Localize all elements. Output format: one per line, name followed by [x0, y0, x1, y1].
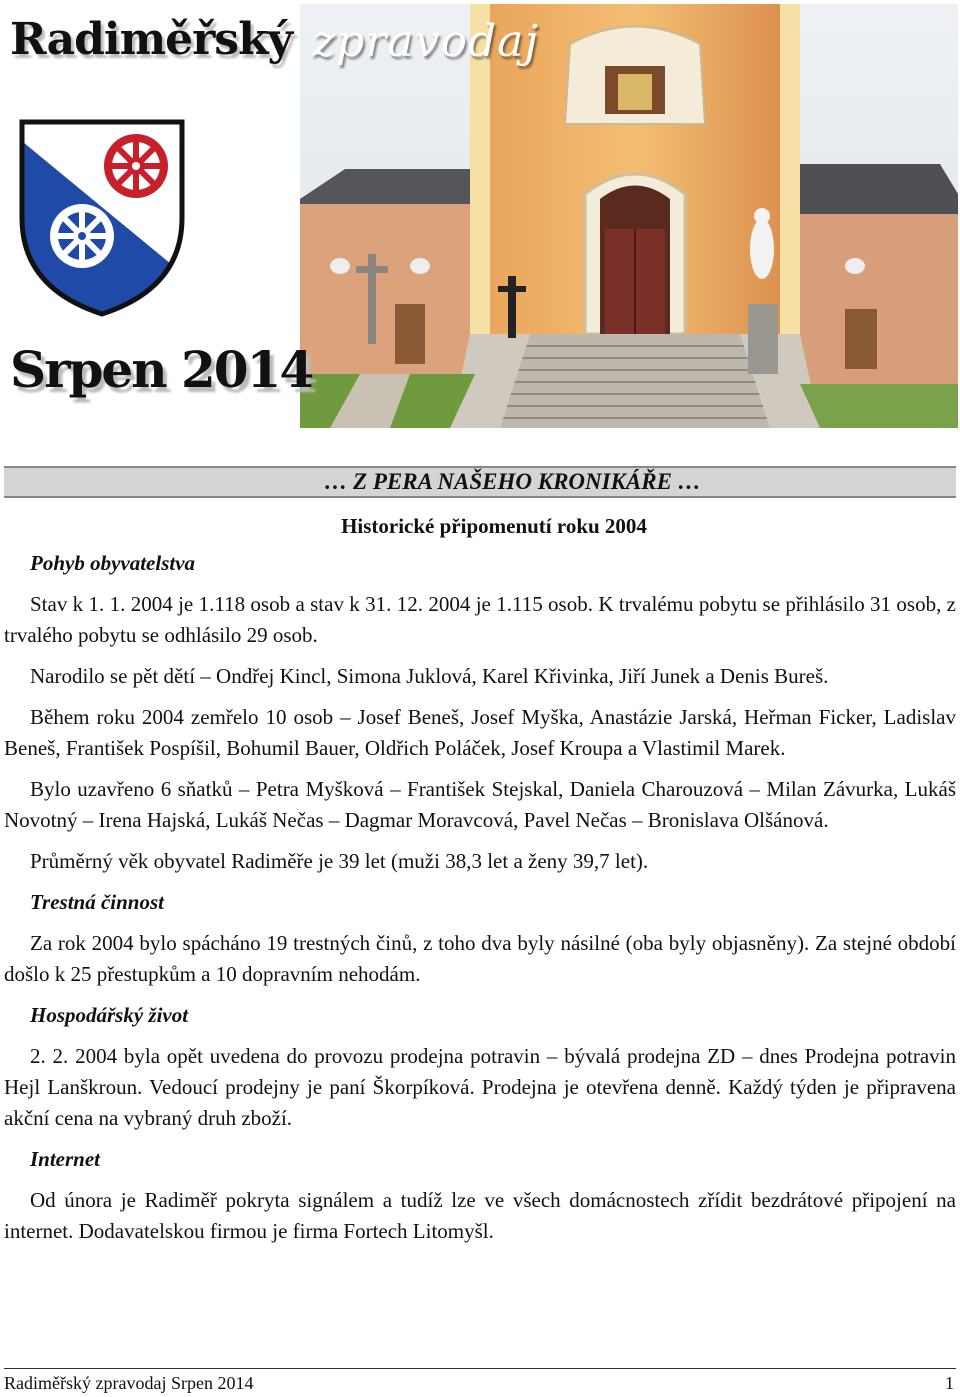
paragraph-crime: Za rok 2004 bylo spácháno 19 trestných činů, z toho dva byly násilné (oba byly objasněny). Za stejné období došlo k 25 přestupkům a 10 dopravním nehodám. — [4, 931, 956, 986]
paragraph-internet: Od února je Radiměř pokryta signálem a tudíž lze ve všech domácnostech zřídit bezdrátové připojení na internet. Dodavatelskou firmou je firma Fortech Litomyšl. — [4, 1188, 956, 1243]
paragraph-population-stats: Stav k 1. 1. 2004 je 1.118 osob a stav k 31. 12. 2004 je 1.115 osob. K trvalému pobytu se přihlásilo 31 osob, z trvalého pobytu se odhlásilo 29 osob. — [4, 592, 956, 647]
heading-population: Pohyb obyvatelstva — [30, 551, 196, 575]
article-body — [4, 548, 956, 1247]
edition-label: Srpen 2014 — [10, 340, 313, 399]
masthead-title: Radiměřský — [10, 14, 293, 65]
article-subtitle: Historické připomenutí roku 2004 — [341, 514, 647, 538]
section-title: … Z PERA NAŠEHO KRONIKÁŘE … — [324, 469, 701, 494]
footer-publication: Radiměřský zpravodaj Srpen 2014 — [4, 1373, 254, 1393]
church-photo — [300, 4, 958, 428]
paragraph-average-age: Průměrný věk obyvatel Radiměře je 39 let (muži 38,3 let a ženy 39,7 let). — [30, 849, 649, 873]
heading-crime: Trestná činnost — [30, 890, 164, 914]
footer-page-number: 1 — [945, 1373, 954, 1393]
heading-internet: Internet — [30, 1147, 101, 1171]
masthead — [0, 0, 960, 430]
page-footer — [4, 1368, 956, 1397]
paragraph-marriages: Bylo uzavřeno 6 sňatků – Petra Myšková – František Stejskal, Daniela Charouzová – Milan Závurka, Lukáš Novotný – Irena Hajská, Lukáš Nečas – Dagmar Moravcová, Pavel Nečas – Bronislava Olšánová. — [4, 777, 956, 832]
paragraph-births: Narodilo se pět dětí – Ondřej Kincl, Simona Juklová, Karel Křivinka, Jiří Junek a Denis Bureš. — [30, 664, 829, 688]
heading-economy: Hospodářský život — [30, 1003, 189, 1027]
coat-of-arms — [18, 118, 188, 323]
paragraph-economy: 2. 2. 2004 byla opět uvedena do provozu prodejna potravin – bývalá prodejna ZD – dnes Prodejna potravin Hejl Lanškroun. Vedoucí prodejny je paní Škorpíková. Prodejna je otevřena denně. Každý týden je připravena akční cena na vybraný druh zboží. — [4, 1044, 956, 1130]
paragraph-deaths: Během roku 2004 zemřelo 10 osob – Josef Beneš, Josef Myška, Anastázie Jarská, Heřman Ficker, Ladislav Beneš, František Pospíšil, Bohumil Bauer, Oldřich Poláček, Josef Kroupa a Vlastimil Marek. — [4, 705, 956, 760]
masthead-subtitle: zpravodaj — [312, 16, 540, 67]
